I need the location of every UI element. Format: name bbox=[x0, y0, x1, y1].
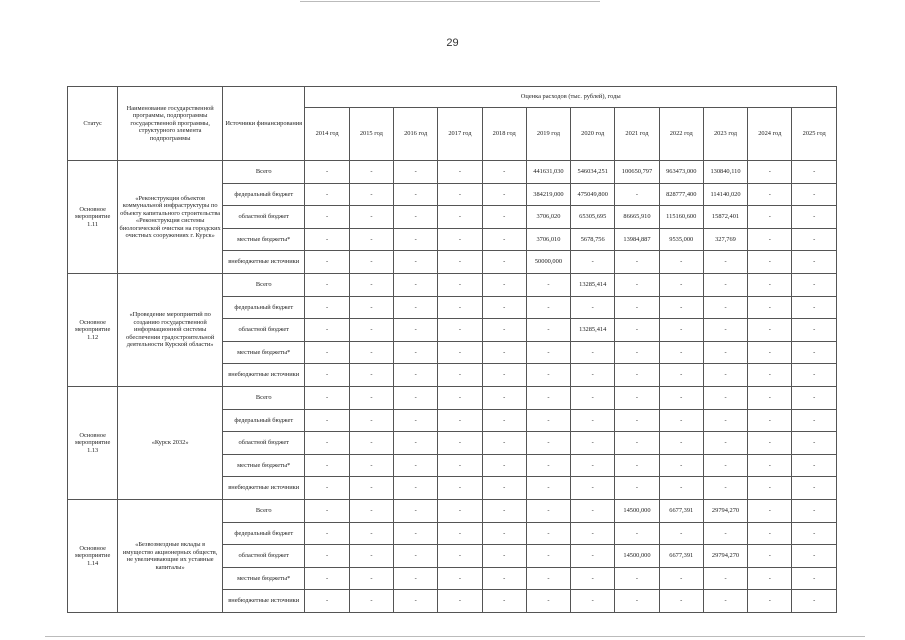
value-cell: - bbox=[526, 342, 570, 364]
value-cell: - bbox=[526, 568, 570, 590]
value-cell: - bbox=[349, 432, 393, 455]
value-cell: 384219,000 bbox=[526, 184, 570, 206]
value-cell: 327,769 bbox=[703, 229, 747, 251]
value-cell: - bbox=[792, 274, 837, 297]
value-cell: - bbox=[615, 455, 659, 477]
value-cell: - bbox=[571, 432, 615, 455]
value-cell: - bbox=[526, 432, 570, 455]
status-cell: Основное мероприятие 1.13 bbox=[68, 387, 118, 500]
value-cell: - bbox=[615, 523, 659, 545]
value-cell: - bbox=[438, 251, 482, 274]
value-cell: - bbox=[438, 523, 482, 545]
source-cell: Всего bbox=[222, 274, 305, 297]
value-cell: - bbox=[615, 432, 659, 455]
value-cell: 13285,414 bbox=[571, 274, 615, 297]
value-cell: 475049,800 bbox=[571, 184, 615, 206]
value-cell: - bbox=[792, 500, 837, 523]
value-cell: - bbox=[792, 387, 837, 410]
value-cell: - bbox=[438, 206, 482, 229]
value-cell: - bbox=[482, 477, 526, 500]
value-cell: - bbox=[394, 477, 438, 500]
value-cell: - bbox=[659, 410, 703, 432]
value-cell: 50000,000 bbox=[526, 251, 570, 274]
value-cell: - bbox=[438, 161, 482, 184]
value-cell: - bbox=[748, 455, 792, 477]
header-year: 2017 год bbox=[438, 108, 482, 161]
value-cell: - bbox=[438, 545, 482, 568]
source-cell: федеральный бюджет bbox=[222, 410, 305, 432]
value-cell: - bbox=[349, 274, 393, 297]
value-cell: - bbox=[792, 455, 837, 477]
source-cell: областной бюджет bbox=[222, 206, 305, 229]
source-cell: внебюджетные источники bbox=[222, 364, 305, 387]
source-cell: областной бюджет bbox=[222, 432, 305, 455]
value-cell: 3706,010 bbox=[526, 229, 570, 251]
value-cell: - bbox=[615, 319, 659, 342]
value-cell: - bbox=[349, 410, 393, 432]
header-year: 2022 год bbox=[659, 108, 703, 161]
value-cell: - bbox=[748, 545, 792, 568]
value-cell: - bbox=[438, 500, 482, 523]
value-cell: - bbox=[571, 545, 615, 568]
value-cell: - bbox=[349, 319, 393, 342]
value-cell: - bbox=[571, 455, 615, 477]
value-cell: - bbox=[526, 545, 570, 568]
value-cell: - bbox=[748, 590, 792, 613]
measure-name-cell: «Безвозмездные вклады в имущество акционерных обществ, не увеличивающие их уставные капиталы» bbox=[118, 500, 223, 613]
value-cell: - bbox=[438, 229, 482, 251]
value-cell: - bbox=[526, 477, 570, 500]
measure-name-cell: «Курск 2032» bbox=[118, 387, 223, 500]
financing-table bbox=[67, 86, 837, 613]
value-cell: - bbox=[792, 342, 837, 364]
value-cell: - bbox=[703, 568, 747, 590]
value-cell: - bbox=[482, 342, 526, 364]
top-rule bbox=[300, 1, 600, 2]
value-cell: - bbox=[394, 568, 438, 590]
value-cell: - bbox=[482, 387, 526, 410]
value-cell: - bbox=[571, 590, 615, 613]
value-cell: - bbox=[305, 523, 349, 545]
value-cell: - bbox=[792, 251, 837, 274]
value-cell: - bbox=[748, 500, 792, 523]
value-cell: - bbox=[305, 387, 349, 410]
value-cell: - bbox=[349, 297, 393, 319]
value-cell: - bbox=[349, 455, 393, 477]
value-cell: - bbox=[748, 568, 792, 590]
header-year: 2023 год bbox=[703, 108, 747, 161]
value-cell: - bbox=[438, 432, 482, 455]
value-cell: - bbox=[394, 387, 438, 410]
value-cell: 6677,391 bbox=[659, 500, 703, 523]
value-cell: - bbox=[438, 387, 482, 410]
value-cell: - bbox=[394, 184, 438, 206]
value-cell: - bbox=[482, 455, 526, 477]
value-cell: - bbox=[394, 500, 438, 523]
header-year: 2024 год bbox=[748, 108, 792, 161]
value-cell: - bbox=[438, 184, 482, 206]
value-cell: 13285,414 bbox=[571, 319, 615, 342]
value-cell: - bbox=[349, 206, 393, 229]
value-cell: - bbox=[349, 590, 393, 613]
value-cell: - bbox=[792, 184, 837, 206]
value-cell: - bbox=[305, 251, 349, 274]
table-row bbox=[68, 500, 837, 523]
source-cell: областной бюджет bbox=[222, 545, 305, 568]
header-year: 2019 год bbox=[526, 108, 570, 161]
header-year: 2018 год bbox=[482, 108, 526, 161]
value-cell: - bbox=[659, 274, 703, 297]
value-cell: 15872,401 bbox=[703, 206, 747, 229]
value-cell: - bbox=[792, 432, 837, 455]
value-cell: - bbox=[394, 319, 438, 342]
value-cell: - bbox=[748, 161, 792, 184]
value-cell: - bbox=[349, 545, 393, 568]
table-body bbox=[68, 161, 837, 613]
value-cell: - bbox=[748, 206, 792, 229]
value-cell: 3706,020 bbox=[526, 206, 570, 229]
page-number: 29 bbox=[446, 37, 459, 49]
value-cell: - bbox=[526, 319, 570, 342]
value-cell: - bbox=[482, 410, 526, 432]
value-cell: - bbox=[615, 342, 659, 364]
value-cell: - bbox=[394, 410, 438, 432]
value-cell: - bbox=[703, 364, 747, 387]
value-cell: - bbox=[305, 161, 349, 184]
value-cell: - bbox=[526, 410, 570, 432]
value-cell: - bbox=[482, 229, 526, 251]
source-cell: федеральный бюджет bbox=[222, 184, 305, 206]
value-cell: - bbox=[526, 274, 570, 297]
value-cell: - bbox=[349, 229, 393, 251]
source-cell: областной бюджет bbox=[222, 319, 305, 342]
value-cell: - bbox=[349, 523, 393, 545]
value-cell: - bbox=[482, 364, 526, 387]
header-estimate: Оценка расходов (тыс. рублей), годы bbox=[305, 87, 837, 108]
source-cell: местные бюджеты* bbox=[222, 342, 305, 364]
value-cell: - bbox=[615, 364, 659, 387]
header-year: 2015 год bbox=[349, 108, 393, 161]
value-cell: - bbox=[482, 274, 526, 297]
header-name: Наименование государственной программы, подпрограммы государственной программы, структурного элемента подпрограммы bbox=[118, 87, 223, 161]
value-cell: - bbox=[659, 364, 703, 387]
header-year: 2025 год bbox=[792, 108, 837, 161]
value-cell: - bbox=[394, 364, 438, 387]
value-cell: - bbox=[571, 364, 615, 387]
value-cell: - bbox=[703, 477, 747, 500]
value-cell: 29794,270 bbox=[703, 545, 747, 568]
value-cell: 9535,000 bbox=[659, 229, 703, 251]
value-cell: - bbox=[659, 432, 703, 455]
value-cell: - bbox=[349, 342, 393, 364]
value-cell: - bbox=[305, 297, 349, 319]
value-cell: - bbox=[305, 364, 349, 387]
value-cell: 65305,695 bbox=[571, 206, 615, 229]
value-cell: - bbox=[792, 477, 837, 500]
value-cell: - bbox=[526, 387, 570, 410]
value-cell: - bbox=[659, 387, 703, 410]
source-cell: местные бюджеты* bbox=[222, 455, 305, 477]
source-cell: внебюджетные источники bbox=[222, 477, 305, 500]
value-cell: - bbox=[349, 184, 393, 206]
value-cell: - bbox=[615, 184, 659, 206]
value-cell: - bbox=[792, 161, 837, 184]
value-cell: - bbox=[703, 432, 747, 455]
value-cell: - bbox=[394, 161, 438, 184]
value-cell: - bbox=[792, 319, 837, 342]
value-cell: - bbox=[571, 387, 615, 410]
table-row bbox=[68, 387, 837, 410]
value-cell: - bbox=[438, 455, 482, 477]
value-cell: - bbox=[792, 364, 837, 387]
value-cell: - bbox=[659, 477, 703, 500]
value-cell: - bbox=[394, 455, 438, 477]
source-cell: местные бюджеты* bbox=[222, 568, 305, 590]
value-cell: - bbox=[571, 342, 615, 364]
value-cell: - bbox=[748, 387, 792, 410]
value-cell: - bbox=[571, 297, 615, 319]
value-cell: 546034,251 bbox=[571, 161, 615, 184]
value-cell: - bbox=[482, 184, 526, 206]
value-cell: - bbox=[526, 500, 570, 523]
value-cell: - bbox=[482, 545, 526, 568]
value-cell: - bbox=[349, 387, 393, 410]
value-cell: - bbox=[482, 590, 526, 613]
value-cell: - bbox=[482, 523, 526, 545]
value-cell: - bbox=[394, 590, 438, 613]
value-cell: 13984,887 bbox=[615, 229, 659, 251]
value-cell: - bbox=[659, 251, 703, 274]
value-cell: - bbox=[615, 590, 659, 613]
value-cell: - bbox=[438, 297, 482, 319]
value-cell: - bbox=[349, 364, 393, 387]
value-cell: 963473,000 bbox=[659, 161, 703, 184]
header-year: 2016 год bbox=[394, 108, 438, 161]
value-cell: 828777,400 bbox=[659, 184, 703, 206]
value-cell: - bbox=[792, 590, 837, 613]
source-cell: внебюджетные источники bbox=[222, 590, 305, 613]
value-cell: - bbox=[748, 364, 792, 387]
value-cell: - bbox=[703, 342, 747, 364]
value-cell: - bbox=[482, 161, 526, 184]
value-cell: - bbox=[482, 568, 526, 590]
value-cell: - bbox=[349, 251, 393, 274]
value-cell: - bbox=[305, 342, 349, 364]
value-cell: - bbox=[748, 523, 792, 545]
value-cell: - bbox=[748, 251, 792, 274]
value-cell: - bbox=[394, 342, 438, 364]
measure-name-cell: «Проведение мероприятий по созданию государственной информационной системы обеспечения градостроительной деятельности Курской области» bbox=[118, 274, 223, 387]
value-cell: - bbox=[615, 568, 659, 590]
value-cell: - bbox=[305, 184, 349, 206]
value-cell: - bbox=[305, 477, 349, 500]
value-cell: - bbox=[571, 568, 615, 590]
header-status: Статус bbox=[68, 87, 118, 161]
value-cell: - bbox=[482, 251, 526, 274]
value-cell: - bbox=[792, 229, 837, 251]
value-cell: - bbox=[615, 251, 659, 274]
value-cell: - bbox=[748, 410, 792, 432]
value-cell: - bbox=[305, 229, 349, 251]
value-cell: - bbox=[659, 319, 703, 342]
value-cell: - bbox=[349, 500, 393, 523]
value-cell: - bbox=[305, 206, 349, 229]
value-cell: - bbox=[659, 297, 703, 319]
value-cell: - bbox=[659, 523, 703, 545]
value-cell: - bbox=[305, 432, 349, 455]
value-cell: - bbox=[748, 342, 792, 364]
value-cell: - bbox=[438, 410, 482, 432]
value-cell: - bbox=[748, 229, 792, 251]
value-cell: - bbox=[748, 319, 792, 342]
value-cell: - bbox=[526, 297, 570, 319]
source-cell: федеральный бюджет bbox=[222, 297, 305, 319]
value-cell: 441631,030 bbox=[526, 161, 570, 184]
value-cell: - bbox=[703, 523, 747, 545]
value-cell: - bbox=[615, 387, 659, 410]
value-cell: - bbox=[305, 545, 349, 568]
value-cell: - bbox=[394, 251, 438, 274]
value-cell: - bbox=[703, 455, 747, 477]
header-year: 2020 год bbox=[571, 108, 615, 161]
value-cell: 29794,270 bbox=[703, 500, 747, 523]
value-cell: - bbox=[438, 342, 482, 364]
value-cell: - bbox=[438, 568, 482, 590]
value-cell: - bbox=[305, 590, 349, 613]
value-cell: - bbox=[305, 500, 349, 523]
value-cell: 14500,000 bbox=[615, 500, 659, 523]
value-cell: - bbox=[305, 319, 349, 342]
value-cell: 100650,797 bbox=[615, 161, 659, 184]
value-cell: - bbox=[394, 523, 438, 545]
table-row bbox=[68, 161, 837, 184]
value-cell: - bbox=[659, 455, 703, 477]
value-cell: - bbox=[571, 251, 615, 274]
value-cell: - bbox=[792, 297, 837, 319]
value-cell: - bbox=[482, 297, 526, 319]
value-cell: - bbox=[748, 184, 792, 206]
value-cell: - bbox=[615, 297, 659, 319]
status-cell: Основное мероприятие 1.12 bbox=[68, 274, 118, 387]
value-cell: - bbox=[703, 297, 747, 319]
source-cell: Всего bbox=[222, 161, 305, 184]
source-cell: Всего bbox=[222, 500, 305, 523]
value-cell: 130840,110 bbox=[703, 161, 747, 184]
value-cell: - bbox=[703, 274, 747, 297]
value-cell: - bbox=[792, 206, 837, 229]
status-cell: Основное мероприятие 1.14 bbox=[68, 500, 118, 613]
value-cell: 115160,600 bbox=[659, 206, 703, 229]
value-cell: - bbox=[615, 410, 659, 432]
header-year: 2014 год bbox=[305, 108, 349, 161]
value-cell: - bbox=[571, 410, 615, 432]
value-cell: - bbox=[394, 545, 438, 568]
value-cell: - bbox=[659, 342, 703, 364]
value-cell: - bbox=[571, 500, 615, 523]
value-cell: - bbox=[748, 477, 792, 500]
value-cell: 14500,000 bbox=[615, 545, 659, 568]
table-row bbox=[68, 274, 837, 297]
source-cell: местные бюджеты* bbox=[222, 229, 305, 251]
value-cell: - bbox=[394, 229, 438, 251]
value-cell: - bbox=[438, 477, 482, 500]
header-sources: Источники финансирования bbox=[222, 87, 305, 161]
value-cell: - bbox=[792, 568, 837, 590]
value-cell: - bbox=[659, 590, 703, 613]
value-cell: 5678,756 bbox=[571, 229, 615, 251]
source-cell: Всего bbox=[222, 387, 305, 410]
value-cell: - bbox=[792, 545, 837, 568]
value-cell: - bbox=[305, 274, 349, 297]
source-cell: внебюджетные источники bbox=[222, 251, 305, 274]
value-cell: - bbox=[615, 477, 659, 500]
value-cell: - bbox=[703, 251, 747, 274]
value-cell: - bbox=[703, 387, 747, 410]
value-cell: - bbox=[305, 455, 349, 477]
value-cell: - bbox=[438, 319, 482, 342]
value-cell: - bbox=[349, 477, 393, 500]
value-cell: - bbox=[482, 206, 526, 229]
value-cell: - bbox=[659, 568, 703, 590]
value-cell: - bbox=[438, 364, 482, 387]
value-cell: 6677,391 bbox=[659, 545, 703, 568]
value-cell: - bbox=[526, 455, 570, 477]
header-year: 2021 год bbox=[615, 108, 659, 161]
value-cell: 86665,910 bbox=[615, 206, 659, 229]
value-cell: - bbox=[615, 274, 659, 297]
value-cell: - bbox=[526, 523, 570, 545]
value-cell: - bbox=[748, 274, 792, 297]
value-cell: - bbox=[305, 410, 349, 432]
value-cell: - bbox=[526, 590, 570, 613]
value-cell: - bbox=[748, 432, 792, 455]
value-cell: - bbox=[792, 410, 837, 432]
value-cell: - bbox=[438, 590, 482, 613]
value-cell: - bbox=[349, 568, 393, 590]
value-cell: - bbox=[482, 319, 526, 342]
value-cell: - bbox=[394, 297, 438, 319]
value-cell: - bbox=[438, 274, 482, 297]
bottom-rule bbox=[45, 636, 865, 637]
value-cell: - bbox=[703, 590, 747, 613]
value-cell: - bbox=[571, 477, 615, 500]
measure-name-cell: «Реконструкция объектов коммунальной инфраструктуры по объекту капитального строительства «Реконструкция системы биологической очистки на городских очистных сооружениях г. Курск» bbox=[118, 161, 223, 274]
value-cell: - bbox=[394, 206, 438, 229]
value-cell: - bbox=[482, 500, 526, 523]
value-cell: - bbox=[703, 319, 747, 342]
status-cell: Основное мероприятие 1.11 bbox=[68, 161, 118, 274]
value-cell: - bbox=[792, 523, 837, 545]
value-cell: - bbox=[571, 523, 615, 545]
value-cell: - bbox=[748, 297, 792, 319]
value-cell: - bbox=[482, 432, 526, 455]
source-cell: федеральный бюджет bbox=[222, 523, 305, 545]
value-cell: - bbox=[394, 274, 438, 297]
value-cell: - bbox=[526, 364, 570, 387]
value-cell: - bbox=[305, 568, 349, 590]
value-cell: 114140,020 bbox=[703, 184, 747, 206]
value-cell: - bbox=[349, 161, 393, 184]
value-cell: - bbox=[703, 410, 747, 432]
value-cell: - bbox=[394, 432, 438, 455]
